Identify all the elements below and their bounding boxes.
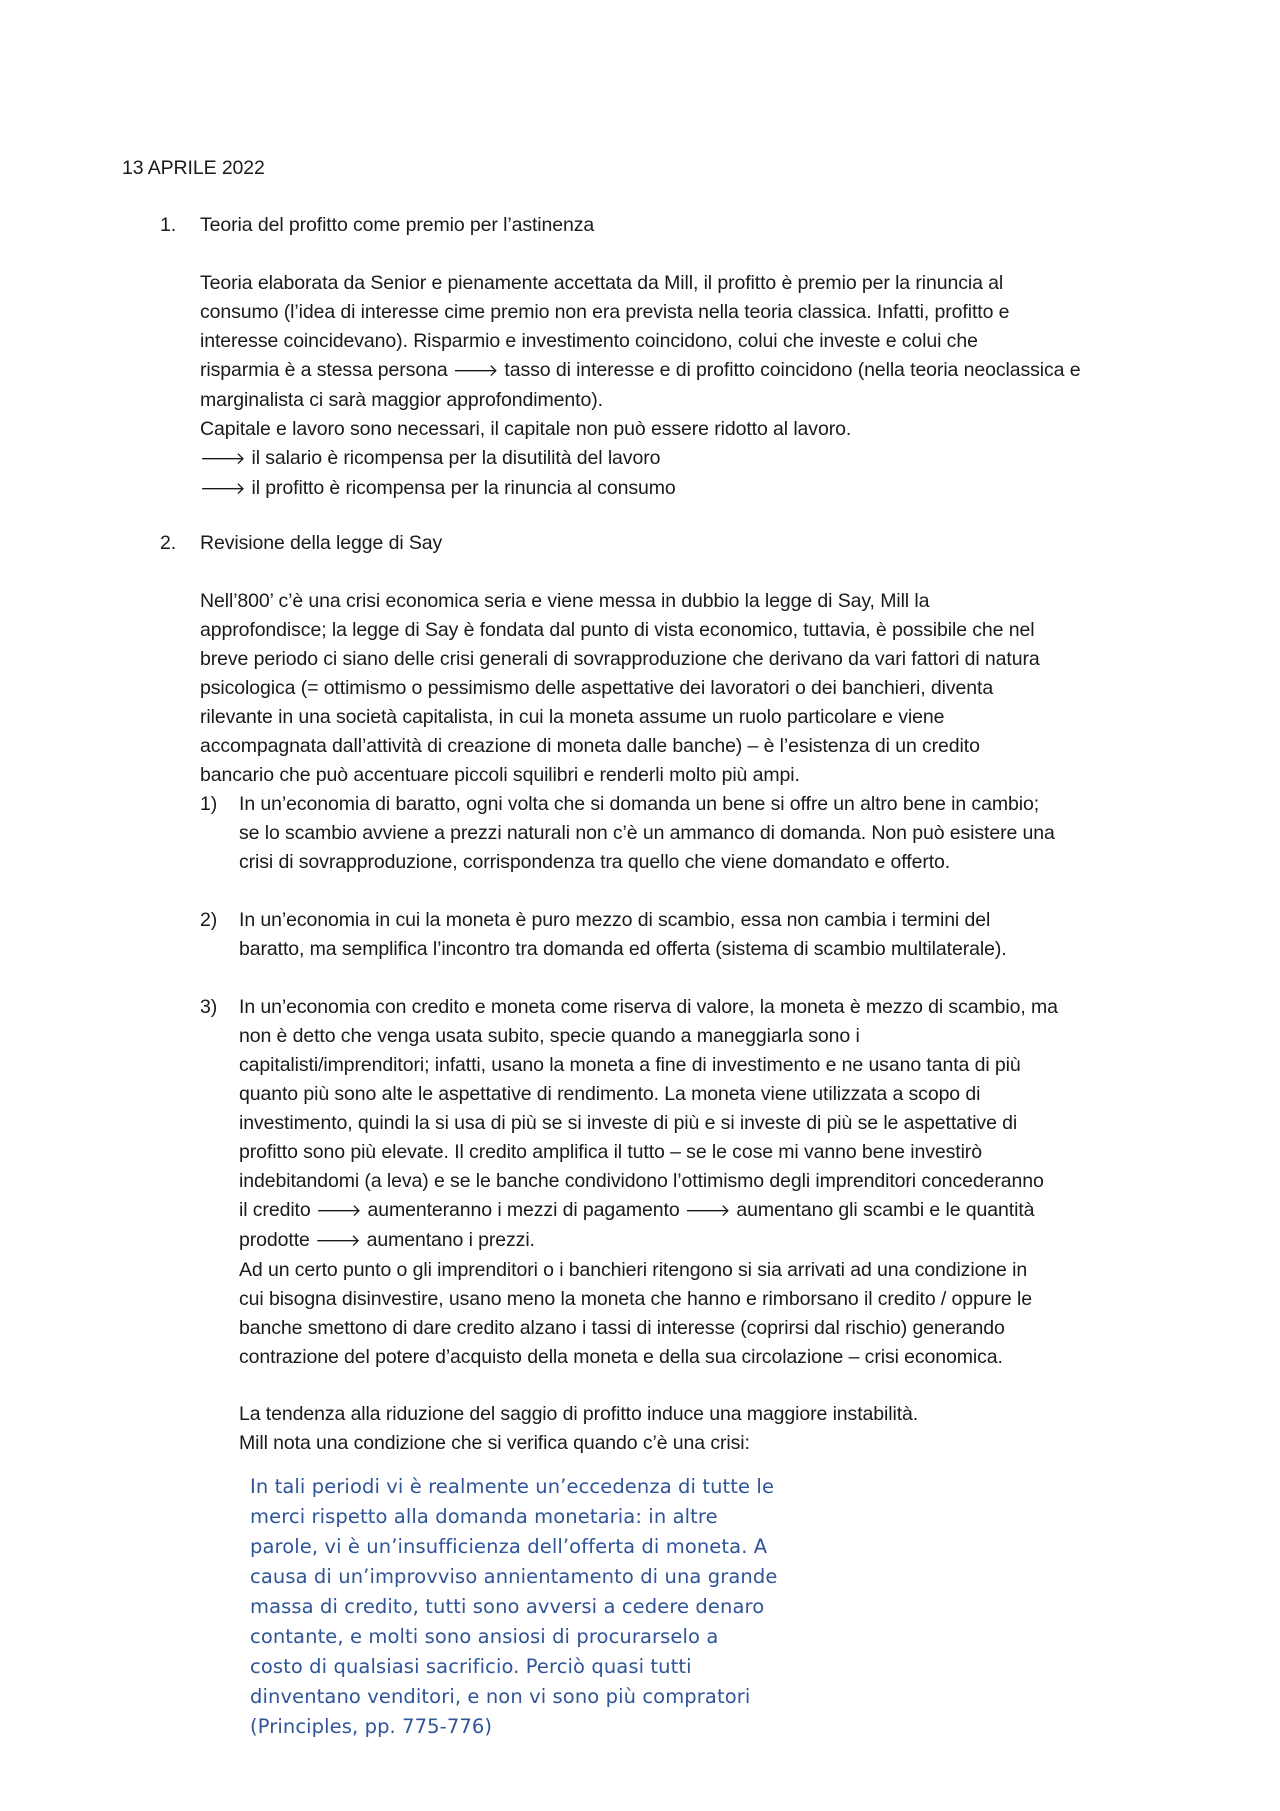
paragraph-line: Teoria elaborata da Senior e pienamente accettata da Mill, il profitto è premio per la rinuncia al xyxy=(200,272,1004,294)
paragraph-line: La tendenza alla riduzione del saggio di profitto induce una maggiore instabilità. xyxy=(239,1403,919,1425)
paragraph-line: breve periodo ci siano delle crisi generali di sovrapproduzione che derivano da vari fattori di natura xyxy=(200,648,1040,670)
paragraph-line: capitalisti/imprenditori; infatti, usano la moneta a fine di investimento e ne usano tanta di più xyxy=(239,1054,1021,1076)
list-item-body xyxy=(239,790,1055,877)
line-segment: il profitto è ricompensa per la rinuncia al consumo xyxy=(251,477,676,499)
paragraph-line: banche smettono di dare credito alzano i tassi di interesse (coprirsi dal rischio) generando xyxy=(239,1317,1005,1339)
paragraph-line: investimento, quindi la si usa di più se si investe di più e si investe di più se le aspettative di xyxy=(239,1112,1018,1134)
paragraph-line: non è detto che venga usata subito, specie quando a maneggiarla sono i xyxy=(239,1025,860,1047)
list-item-number: 2) xyxy=(200,909,218,931)
section-1-number: 1. xyxy=(160,214,177,236)
section-2-heading xyxy=(160,529,1160,558)
paragraph-line: rilevante in una società capitalista, in cui la moneta assume un ruolo particolare e viene xyxy=(200,706,945,728)
line-segment: il salario è ricompensa per la disutilità del lavoro xyxy=(251,447,661,469)
list-item-number: 1) xyxy=(200,793,218,815)
paragraph-line: crisi di sovrapproduzione, corrispondenza tra quello che viene domandato e offerto. xyxy=(239,851,951,873)
arrow-right-icon: 🡒 xyxy=(315,1231,361,1251)
arrow-right-icon: 🡒 xyxy=(452,361,499,381)
line-segment: tasso di interesse e di profitto coincidono (nella teoria neoclassica e xyxy=(504,359,1081,381)
arrow-bullet-line xyxy=(200,474,1168,504)
quote-line: In tali periodi vi è realmente un’eccedenza di tutte le xyxy=(250,1475,775,1498)
quote-line: contante, e molti sono ansiosi di procurarselo a xyxy=(250,1625,719,1648)
paragraph-line-with-arrow xyxy=(239,1226,1058,1256)
list-item-body xyxy=(239,906,1007,964)
paragraph-line: bancario che può accentuare piccoli squilibri e renderli molto più ampi. xyxy=(200,764,800,786)
paragraph-line: In un’economia in cui la moneta è puro mezzo di scambio, essa non cambia i termini del xyxy=(239,909,991,931)
line-segment: risparmia è a stessa persona xyxy=(200,359,448,381)
line-segment: prodotte xyxy=(239,1229,310,1251)
section-1-body xyxy=(200,269,1168,504)
section-2-body xyxy=(200,587,1168,790)
paragraph-line: approfondisce; la legge di Say è fondata dal punto di vista economico, tuttavia, è possibile che nel xyxy=(200,619,1035,641)
quote-line: causa di un’improvviso annientamento di una grande xyxy=(250,1565,778,1588)
arrow-bullet-line xyxy=(200,444,1168,474)
line-segment: aumenteranno i mezzi di pagamento xyxy=(367,1199,680,1221)
quoted-excerpt xyxy=(250,1472,810,1742)
document-date: 13 APRILE 2022 xyxy=(122,157,265,179)
paragraph-line: marginalista ci sarà maggior approfondimento). xyxy=(200,389,603,411)
quote-line: massa di credito, tutti sono avversi a cedere denaro xyxy=(250,1595,765,1618)
section-1-heading xyxy=(160,211,1160,240)
list-item xyxy=(200,906,1168,964)
paragraph-line: consumo (l’idea di interesse cime premio non era prevista nella teoria classica. Infatti, profitto e xyxy=(200,301,1010,323)
quote-citation: (Principles, pp. 775-776) xyxy=(250,1715,493,1738)
list-item xyxy=(200,790,1168,877)
paragraph-line: Mill nota una condizione che si verifica quando c’è una crisi: xyxy=(239,1432,750,1454)
quote-line: costo di qualsiasi sacrificio. Perciò quasi tutti xyxy=(250,1655,692,1678)
paragraph-line: accompagnata dall’attività di creazione di moneta dalle banche) – è l’esistenza di un credito xyxy=(200,735,980,757)
paragraph-line: contrazione del potere d’acquisto della moneta e della sua circolazione – crisi economica. xyxy=(239,1346,1003,1368)
arrow-right-icon: 🡒 xyxy=(200,479,246,499)
paragraph-line: quanto più sono alte le aspettative di rendimento. La moneta viene utilizzata a scopo di xyxy=(239,1083,981,1105)
paragraph-line: Nell’800’ c’è una crisi economica seria e viene messa in dubbio la legge di Say, Mill la xyxy=(200,590,930,612)
paragraph-line: interesse coincidevano). Risparmio e investimento coincidono, colui che investe e colui che xyxy=(200,330,978,352)
list-item xyxy=(200,993,1168,1372)
line-segment: aumentano gli scambi e le quantità xyxy=(736,1199,1035,1221)
closing-paragraph xyxy=(239,1400,1168,1458)
paragraph-line: In un’economia di baratto, ogni volta che si domanda un bene si offre un altro bene in cambio; xyxy=(239,793,1040,815)
section-1-title: Teoria del profitto come premio per l’astinenza xyxy=(200,214,595,236)
paragraph-line-with-arrow xyxy=(200,356,1168,386)
paragraph-line: se lo scambio avviene a prezzi naturali non c’è un ammanco di domanda. Non può esistere una xyxy=(239,822,1055,844)
arrow-right-icon: 🡒 xyxy=(684,1201,731,1221)
paragraph-line: baratto, ma semplifica l’incontro tra domanda ed offerta (sistema di scambio multilaterale). xyxy=(239,938,1007,960)
section-2-title: Revisione della legge di Say xyxy=(200,532,443,554)
arrow-right-icon: 🡒 xyxy=(200,449,246,469)
paragraph-line: psicologica (= ottimismo o pessimismo delle aspettative dei lavoratori o dei banchieri, diventa xyxy=(200,677,994,699)
arrow-right-icon: 🡒 xyxy=(315,1201,362,1221)
paragraph-line: In un’economia con credito e moneta come riserva di valore, la moneta è mezzo di scambio, ma xyxy=(239,996,1058,1018)
paragraph-line: indebitandomi (a leva) e se le banche condividono l’ottimismo degli imprenditori concederanno xyxy=(239,1170,1044,1192)
line-segment: il credito xyxy=(239,1199,311,1221)
paragraph-line: Ad un certo punto o gli imprenditori o i banchieri ritengono si sia arrivati ad una condizione in xyxy=(239,1259,1028,1281)
paragraph-line: cui bisogna disinvestire, usano meno la moneta che hanno e rimborsano il credito / oppure le xyxy=(239,1288,1032,1310)
list-item-body xyxy=(239,993,1058,1372)
list-item-number: 3) xyxy=(200,996,218,1018)
quote-line: parole, vi è un’insufficienza dell’offerta di moneta. A xyxy=(250,1535,768,1558)
line-segment: aumentano i prezzi. xyxy=(366,1229,535,1251)
paragraph-line-with-arrows xyxy=(239,1196,1058,1226)
paragraph-line: Capitale e lavoro sono necessari, il capitale non può essere ridotto al lavoro. xyxy=(200,418,852,440)
quote-line: dinventano venditori, e non vi sono più compratori xyxy=(250,1685,751,1708)
section-2-number: 2. xyxy=(160,532,177,554)
paragraph-line: profitto sono più elevate. Il credito amplifica il tutto – se le cose mi vanno bene investirò xyxy=(239,1141,982,1163)
quote-line: merci rispetto alla domanda monetaria: in altre xyxy=(250,1505,718,1528)
section-2-numbered-list xyxy=(200,790,1168,1401)
